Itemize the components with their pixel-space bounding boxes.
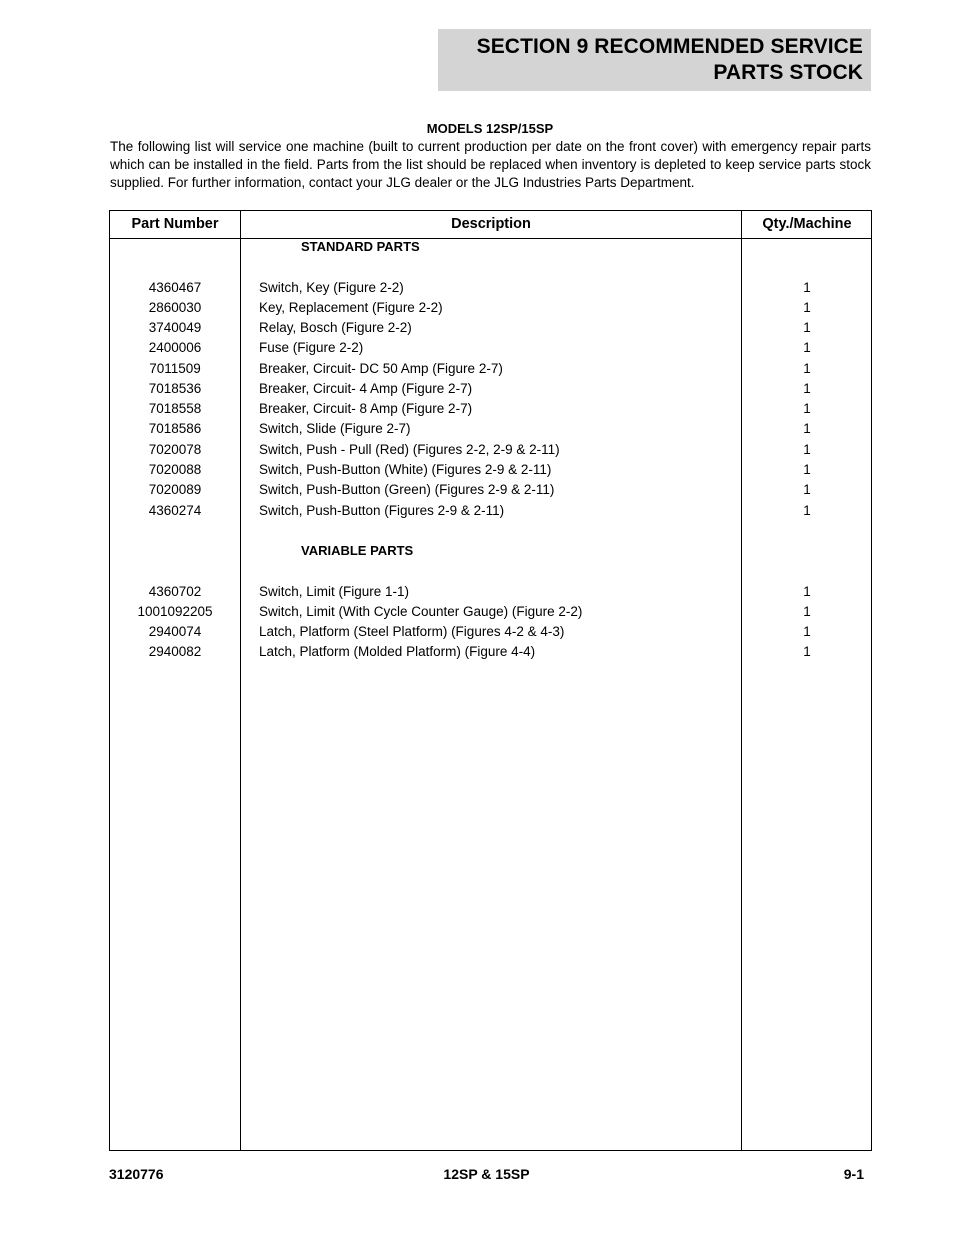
table-row [110, 399, 871, 419]
part-qty: 1 [803, 604, 811, 619]
part-description: Key, Replacement (Figure 2-2) [259, 300, 443, 315]
table-row [110, 582, 871, 602]
part-qty: 1 [803, 340, 811, 355]
part-qty: 1 [803, 503, 811, 518]
part-description: Breaker, Circuit- 4 Amp (Figure 2-7) [259, 381, 473, 396]
section-header [438, 29, 871, 91]
part-description: Switch, Push-Button (White) (Figures 2-9 & 2-11) [259, 462, 552, 477]
parts-table [109, 210, 872, 1151]
part-description: Switch, Limit (With Cycle Counter Gauge) (Figure 2-2) [259, 604, 583, 619]
part-description: Latch, Platform (Molded Platform) (Figure 4-4) [259, 644, 536, 659]
table-row [110, 642, 871, 662]
part-number: 2400006 [148, 340, 202, 355]
column-header-description: Description [451, 216, 531, 232]
part-description: Switch, Key (Figure 2-2) [259, 280, 404, 295]
column-header-qty: Qty./Machine [762, 216, 852, 232]
table-row [110, 622, 871, 642]
table-row [110, 501, 871, 521]
table-row [110, 440, 871, 460]
part-description: Switch, Slide (Figure 2-7) [259, 421, 411, 436]
table-row [110, 419, 871, 439]
group-title-standard-parts: STANDARD PARTS [301, 239, 420, 254]
section-title-line-1: SECTION 9 RECOMMENDED SERVICE [476, 35, 863, 58]
part-description: Switch, Push-Button (Green) (Figures 2-9 & 2-11) [259, 482, 555, 497]
part-number: 2940074 [148, 624, 202, 639]
header-divider [110, 238, 871, 239]
table-row [110, 602, 871, 622]
group-title-variable-parts: VARIABLE PARTS [301, 543, 414, 558]
part-description: Fuse (Figure 2-2) [259, 340, 364, 355]
part-qty: 1 [803, 320, 811, 335]
part-number: 7020088 [148, 462, 202, 477]
part-number: 4360274 [148, 503, 202, 518]
part-number: 4360702 [148, 584, 202, 599]
part-number: 2940082 [148, 644, 202, 659]
part-qty: 1 [803, 462, 811, 477]
table-row [110, 338, 871, 358]
part-qty: 1 [803, 361, 811, 376]
table-row [110, 278, 871, 298]
column-header-part-number: Part Number [131, 216, 219, 232]
part-qty: 1 [803, 644, 811, 659]
table-row [110, 359, 871, 379]
part-description: Switch, Limit (Figure 1-1) [259, 584, 410, 599]
part-description: Switch, Push-Button (Figures 2-9 & 2-11) [259, 503, 505, 518]
footer-document-number: 3120776 [109, 1166, 164, 1182]
part-number: 4360467 [148, 280, 202, 295]
part-description: Relay, Bosch (Figure 2-2) [259, 320, 412, 335]
part-number: 7018536 [148, 381, 202, 396]
part-description: Latch, Platform (Steel Platform) (Figures 4-2 & 4-3) [259, 624, 565, 639]
footer-page-number: 9-1 [843, 1166, 864, 1182]
part-qty: 1 [803, 442, 811, 457]
section-title-line-2: PARTS STOCK [713, 61, 863, 84]
part-number: 7020078 [148, 442, 202, 457]
part-qty: 1 [803, 401, 811, 416]
part-number: 7020089 [148, 482, 202, 497]
table-row [110, 480, 871, 500]
part-number: 7018558 [148, 401, 202, 416]
table-row [110, 298, 871, 318]
part-number: 2860030 [148, 300, 202, 315]
part-number: 7018586 [148, 421, 202, 436]
models-title: MODELS 12SP/15SP [426, 121, 554, 136]
page-footer [109, 1164, 864, 1184]
part-description: Breaker, Circuit- 8 Amp (Figure 2-7) [259, 401, 473, 416]
part-qty: 1 [803, 421, 811, 436]
part-qty: 1 [803, 624, 811, 639]
part-number: 3740049 [148, 320, 202, 335]
intro-paragraph: The following list will service one machine (built to current production per date on the front cover) with emergency repair parts which can be installed in the field. Parts from the list should be replaced when inventory is depleted to keep service parts stock supplied. For further information, contact your JLG dealer or the JLG Industries Parts Department. [110, 139, 871, 190]
footer-model: 12SP & 15SP [443, 1166, 530, 1182]
part-qty: 1 [803, 280, 811, 295]
part-qty: 1 [803, 300, 811, 315]
part-qty: 1 [803, 482, 811, 497]
part-qty: 1 [803, 584, 811, 599]
part-number: 1001092205 [137, 604, 213, 619]
part-description: Switch, Push - Pull (Red) (Figures 2-2, 2-9 & 2-11) [259, 442, 560, 457]
part-qty: 1 [803, 381, 811, 396]
table-row [110, 379, 871, 399]
part-number: 7011509 [149, 361, 201, 376]
part-description: Breaker, Circuit- DC 50 Amp (Figure 2-7) [259, 361, 503, 376]
table-row [110, 460, 871, 480]
table-row [110, 318, 871, 338]
